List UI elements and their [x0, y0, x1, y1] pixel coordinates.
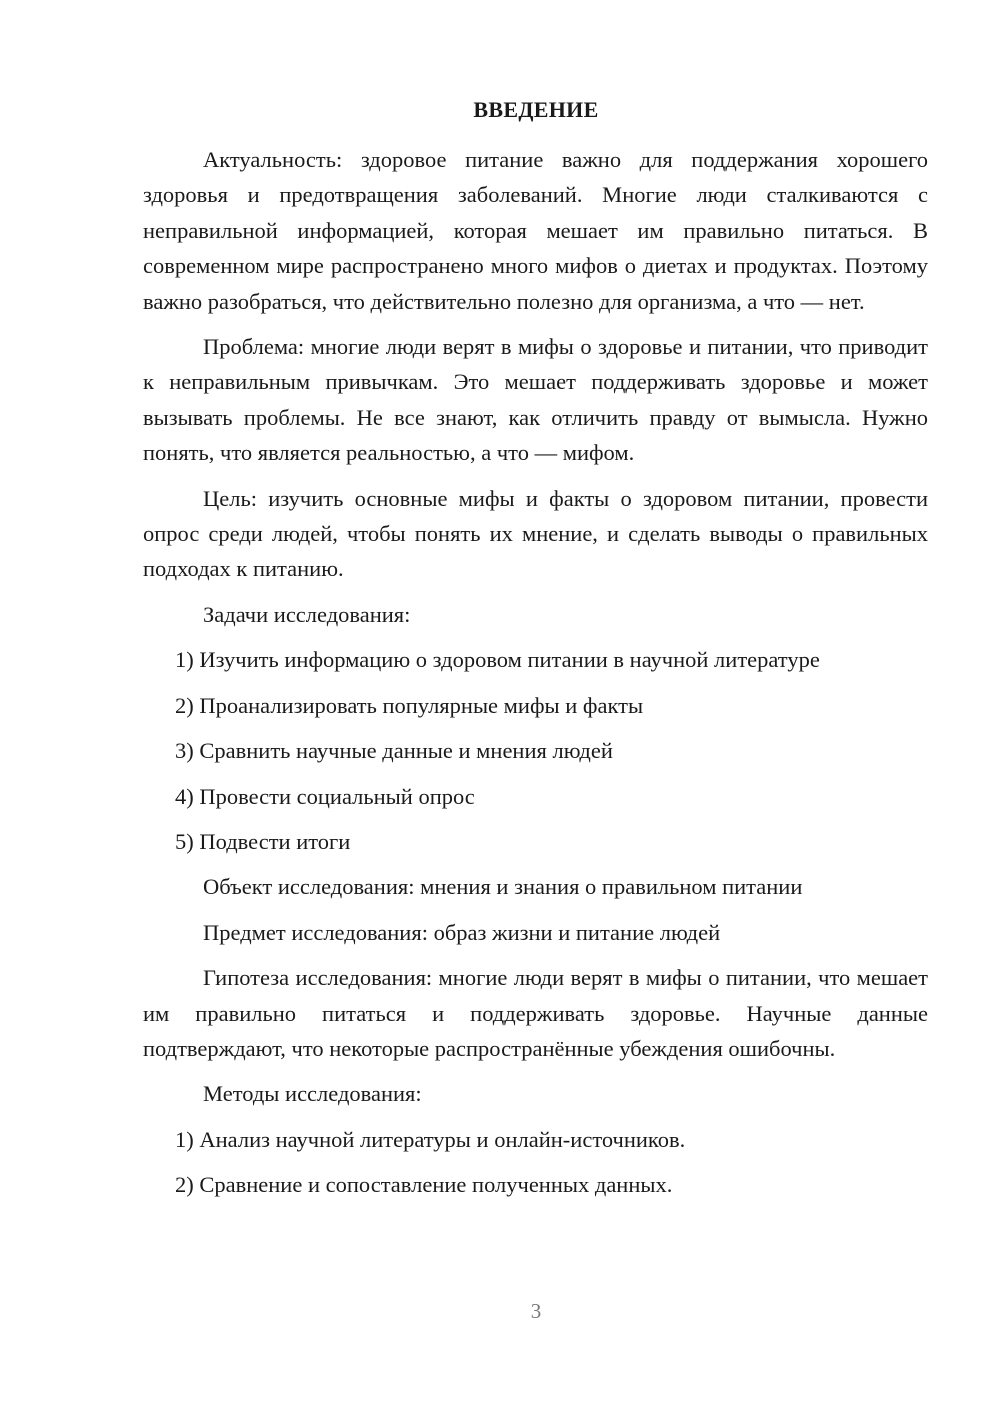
tasks-title: Задачи исследования: [203, 601, 411, 627]
method-item-1: 1) Анализ научной литературы и онлайн-источников. [175, 1126, 686, 1152]
page-number: 3 [530, 1299, 542, 1323]
subject-paragraph: Предмет исследования: образ жизни и питание людей [203, 919, 721, 945]
task-item-4: 4) Провести социальный опрос [175, 783, 475, 809]
task-item-2: 2) Проанализировать популярные мифы и факты [175, 692, 644, 718]
goal-paragraph: Цель: изучить основные мифы и факты о здоровом питании, провести опрос среди людей, чтобы понять их мнение, и сделать выводы о правильных подходах к питанию. [143, 485, 928, 582]
hypothesis-paragraph: Гипотеза исследования: многие люди верят в мифы о питании, что мешает им правильно питаться и поддерживать здоровье. Научные данные подтверждают, что некоторые распространённые убеждения ошибочны. [143, 965, 928, 1061]
section-heading: ВВЕДЕНИЕ [473, 97, 599, 122]
problem-paragraph: Проблема: многие люди верят в мифы о здоровье и питании, что приводит к неправильным привычкам. Это мешает поддерживать здоровье и может вызывать проблемы. Не все знают, как отличить правду от вымысла. Нужно понять, что является реальностью, а что — мифом. [143, 334, 928, 466]
object-paragraph: Объект исследования: мнения и знания о правильном питании [203, 874, 803, 900]
task-item-3: 3) Сравнить научные данные и мнения людей [175, 738, 613, 764]
method-item-2: 2) Сравнение и сопоставление полученных данных. [175, 1172, 673, 1198]
document-body [143, 142, 928, 1213]
relevance-paragraph: Актуальность: здоровое питание важно для поддержания хорошего здоровья и предотвращения заболеваний. Многие люди сталкиваются с неправильной информацией, которая мешает им правильно питаться. В современном мире распространено много мифов о диетах и продуктах. Поэтому важно разобраться, что действительно полезно для организма, а что — нет. [143, 147, 928, 314]
task-item-5: 5) Подвести итоги [175, 828, 351, 854]
task-item-1: 1) Изучить информацию о здоровом питании в научной литературе [175, 647, 820, 673]
methods-title: Методы исследования: [203, 1081, 422, 1107]
